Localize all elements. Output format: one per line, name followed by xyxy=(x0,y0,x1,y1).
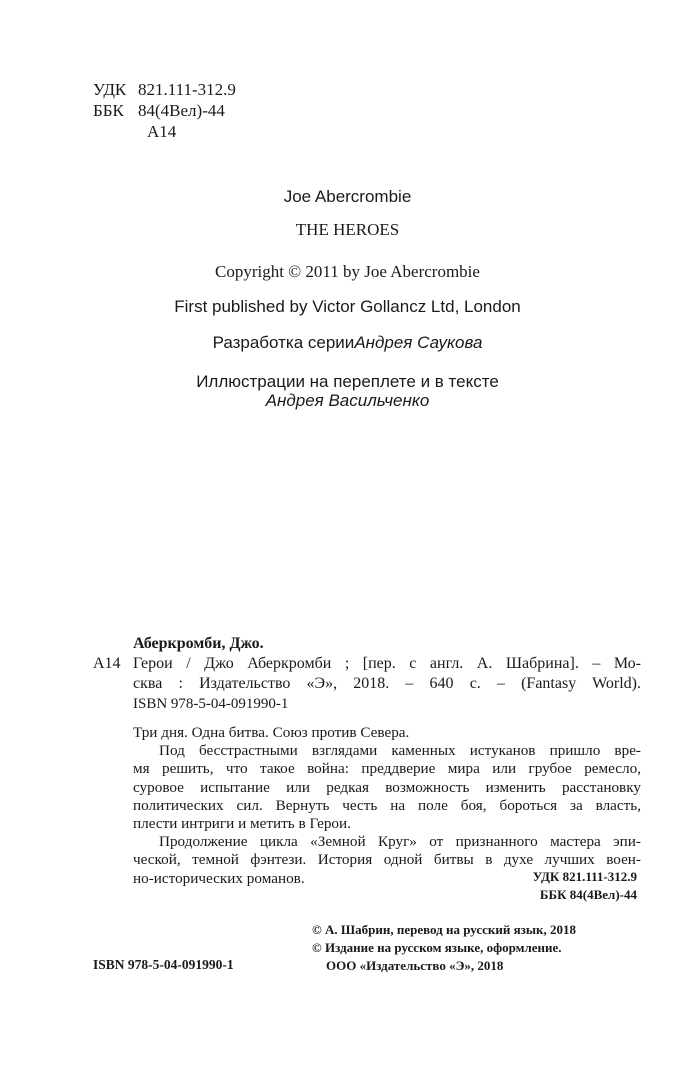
bib-line-1 xyxy=(93,654,641,674)
annotation-line: но-исторических романов. xyxy=(133,869,305,887)
isbn-bottom: ISBN 978-5-04-091990-1 xyxy=(93,957,234,972)
author-mark-top: А14 xyxy=(147,122,177,141)
original-author: Joe Abercrombie xyxy=(283,187,412,206)
translation-copyright: © А. Шабрин, перевод на русский язык, 2018 xyxy=(312,922,577,937)
bbk-value: 84(4Вел)-44 xyxy=(138,101,225,120)
annotation-line: Три дня. Одна битва. Союз против Севера. xyxy=(133,724,410,741)
copyright-notices xyxy=(312,921,576,975)
annotation xyxy=(133,724,641,888)
series-design-name: Андрея Саукова xyxy=(354,333,483,352)
bottom-udk: УДК 821.111-312.9 xyxy=(532,869,637,884)
illustrations-name: Андрея Васильченко xyxy=(265,391,430,410)
bib-author-heading: Аберкромби, Джо. xyxy=(133,635,264,652)
series-design-line xyxy=(0,333,695,353)
annotation-line: Продолжение цикла «Земной Круг» от признанного мастера эпи- xyxy=(159,833,641,851)
bib-line-1-text: Герои / Джо Аберкромби ; [пер. с англ. А. Шабрина]. – Мо- xyxy=(133,655,641,672)
bib-author-mark: А14 xyxy=(93,655,121,672)
annotation-line: ческой, темной фэнтези. История одной битвы в духе лучших воен- xyxy=(133,851,641,869)
bottom-classification-codes xyxy=(533,868,637,904)
illustrations-label: Иллюстрации на переплете и в тексте xyxy=(196,372,499,391)
udk-row xyxy=(93,79,236,100)
original-title: THE HEROES xyxy=(295,220,400,239)
copyright-line: Copyright © 2011 by Joe Abercrombie xyxy=(215,262,480,281)
annotation-line: политических сил. Вернуть честь на поле боя, бороться за власть, xyxy=(133,796,641,814)
annotation-line: мя решить, что такое война: преддверие мира или грубое ремесло, xyxy=(133,760,641,778)
top-classification-codes xyxy=(93,79,236,142)
bibliographic-record xyxy=(93,634,641,694)
bib-line-2 xyxy=(93,674,641,694)
bbk-row xyxy=(93,100,236,121)
first-published-line: First published by Victor Gollancz Ltd, London xyxy=(174,297,521,316)
bbk-label: ББК xyxy=(93,101,124,120)
series-design-label: Разработка серии xyxy=(212,333,355,352)
bib-line-2-text: сква : Издательство «Э», 2018. – 640 с. – (Fantasy World). xyxy=(133,675,641,692)
annotation-line: суровое испытание или редкая возможность изменить расстановку xyxy=(133,778,641,796)
annotation-line: Под бесстрастными взглядами каменных истуканов пришло вре- xyxy=(159,742,641,760)
publisher-copyright: ООО «Издательство «Э», 2018 xyxy=(326,958,504,973)
edition-copyright: © Издание на русском языке, оформление. xyxy=(312,940,562,955)
udk-label: УДК xyxy=(93,80,127,99)
bottom-bbk: ББК 84(4Вел)-44 xyxy=(539,887,637,902)
annotation-line: плести интриги и метить в Герои. xyxy=(133,815,351,833)
bib-isbn: ISBN 978-5-04-091990-1 xyxy=(133,696,289,712)
udk-value: 821.111-312.9 xyxy=(138,80,236,99)
